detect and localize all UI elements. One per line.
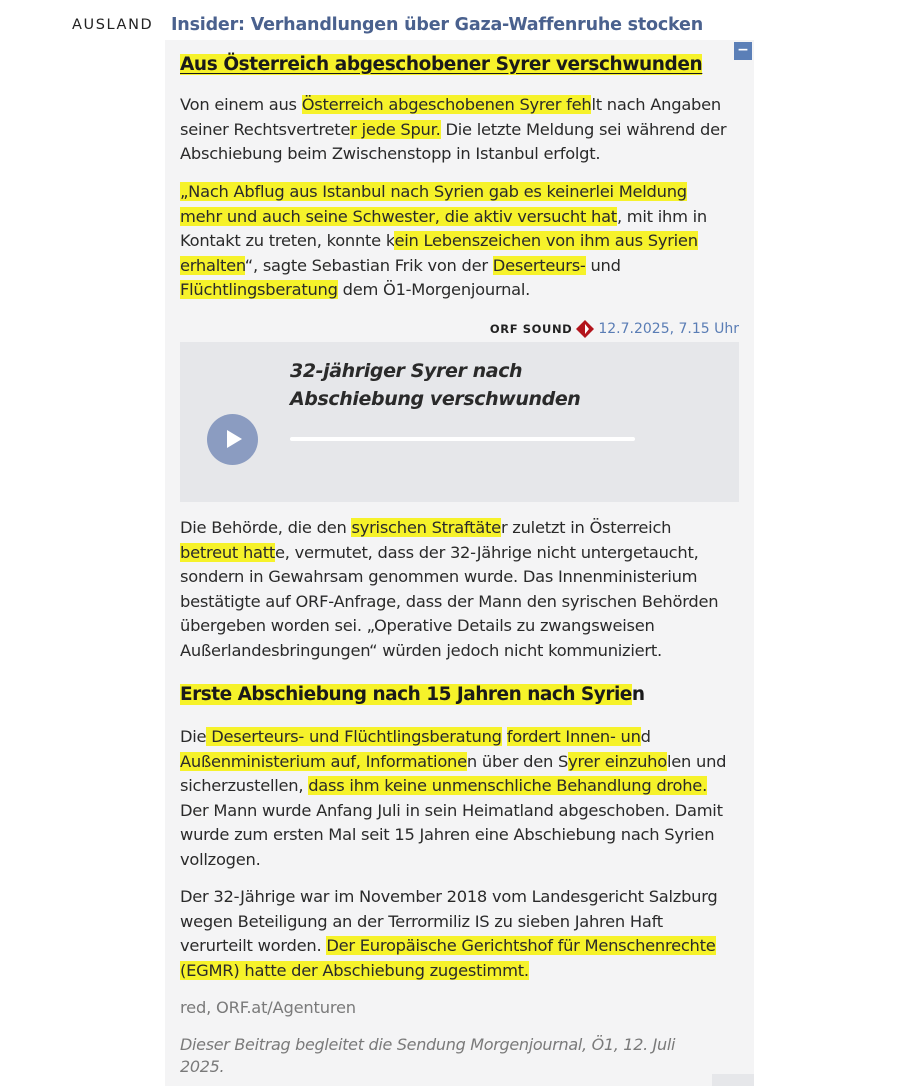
paragraph-2: „Nach Abflug aus Istanbul nach Syrien gab es keinerlei Meldung mehr und auch seine Schwester, die aktiv versucht hat, mit ihm in Kontakt zu treten, konnte kein Lebenszeichen von ihm aus Syrien erhalten“, sagte Sebastian Frik von der Deserteurs- und Flüchtlingsberatung dem Ö1-Morgenjournal.: [180, 182, 707, 300]
audio-progress-bar[interactable]: [290, 437, 635, 441]
story-header: [72, 12, 703, 38]
play-icon[interactable]: [207, 414, 258, 465]
section-label: AUSLAND: [72, 17, 154, 33]
subheading: Erste Abschiebung nach 15 Jahren nach Syrien: [180, 684, 645, 705]
story-title[interactable]: Aus Österreich abgeschobener Syrer verschwunden: [180, 54, 703, 75]
source-label: ORF SOUND: [489, 322, 573, 336]
audio-date: 12.7.2025, 7.15 Uhr: [598, 321, 739, 337]
next-story-tab[interactable]: [712, 1074, 754, 1086]
collapse-button[interactable]: −: [734, 42, 752, 60]
paragraph-5: Der 32-Jährige war im November 2018 vom Landesgericht Salzburg wegen Beteiligung an der Terrormiliz IS zu sieben Jahren Haft verurteilt worden. Der Europäische Gerichtshof für Menschenrechte (EGMR) hatte der Abschiebung zugestimmt.: [180, 887, 718, 980]
audio-title: 32-jähriger Syrer nach Abschiebung verschwunden: [290, 360, 581, 410]
headline-link[interactable]: Insider: Verhandlungen über Gaza-Waffenruhe stocken: [171, 15, 703, 35]
paragraph-1: Von einem aus Österreich abgeschobenen Syrer fehlt nach Angaben seiner Rechtsvertreter jede Spur. Die letzte Meldung sei während der Abschiebung beim Zwischenstopp in Istanbul erfolgt.: [180, 95, 727, 164]
paragraph-3: Die Behörde, die den syrischen Straftäter zuletzt in Österreich betreut hatte, vermutet, dass der 32-Jährige nicht untergetaucht, sondern in Gewahrsam genommen wurde. Das Innenministerium bestätigte auf ORF-Anfrage, dass der Mann den syrischen Behörden übergeben worden sei. „Operative Details zu zwangsweisen Außerlandesbringungen“ würden jedoch nicht kommuniziert.: [180, 518, 719, 660]
credit-line: red, ORF.at/Agenturen: [180, 998, 356, 1017]
paragraph-4: Die Deserteurs- und Flüchtlingsberatung fordert Innen- und Außenministerium auf, Informationen über den Syrer einzuholen und sicherzustellen, dass ihm keine unmenschliche Behandlung drohe. Der Mann wurde Anfang Juli in sein Heimatland abgeschoben. Damit wurde zum ersten Mal seit 15 Jahren eine Abschiebung nach Syrien vollzogen.: [180, 727, 727, 869]
broadcast-note: Dieser Beitrag begleitet die Sendung Morgenjournal, Ö1, 12. Juli 2025.: [180, 1035, 676, 1076]
audio-source: [490, 318, 739, 340]
audio-player: [180, 342, 739, 502]
orf-logo-icon: [576, 320, 594, 338]
